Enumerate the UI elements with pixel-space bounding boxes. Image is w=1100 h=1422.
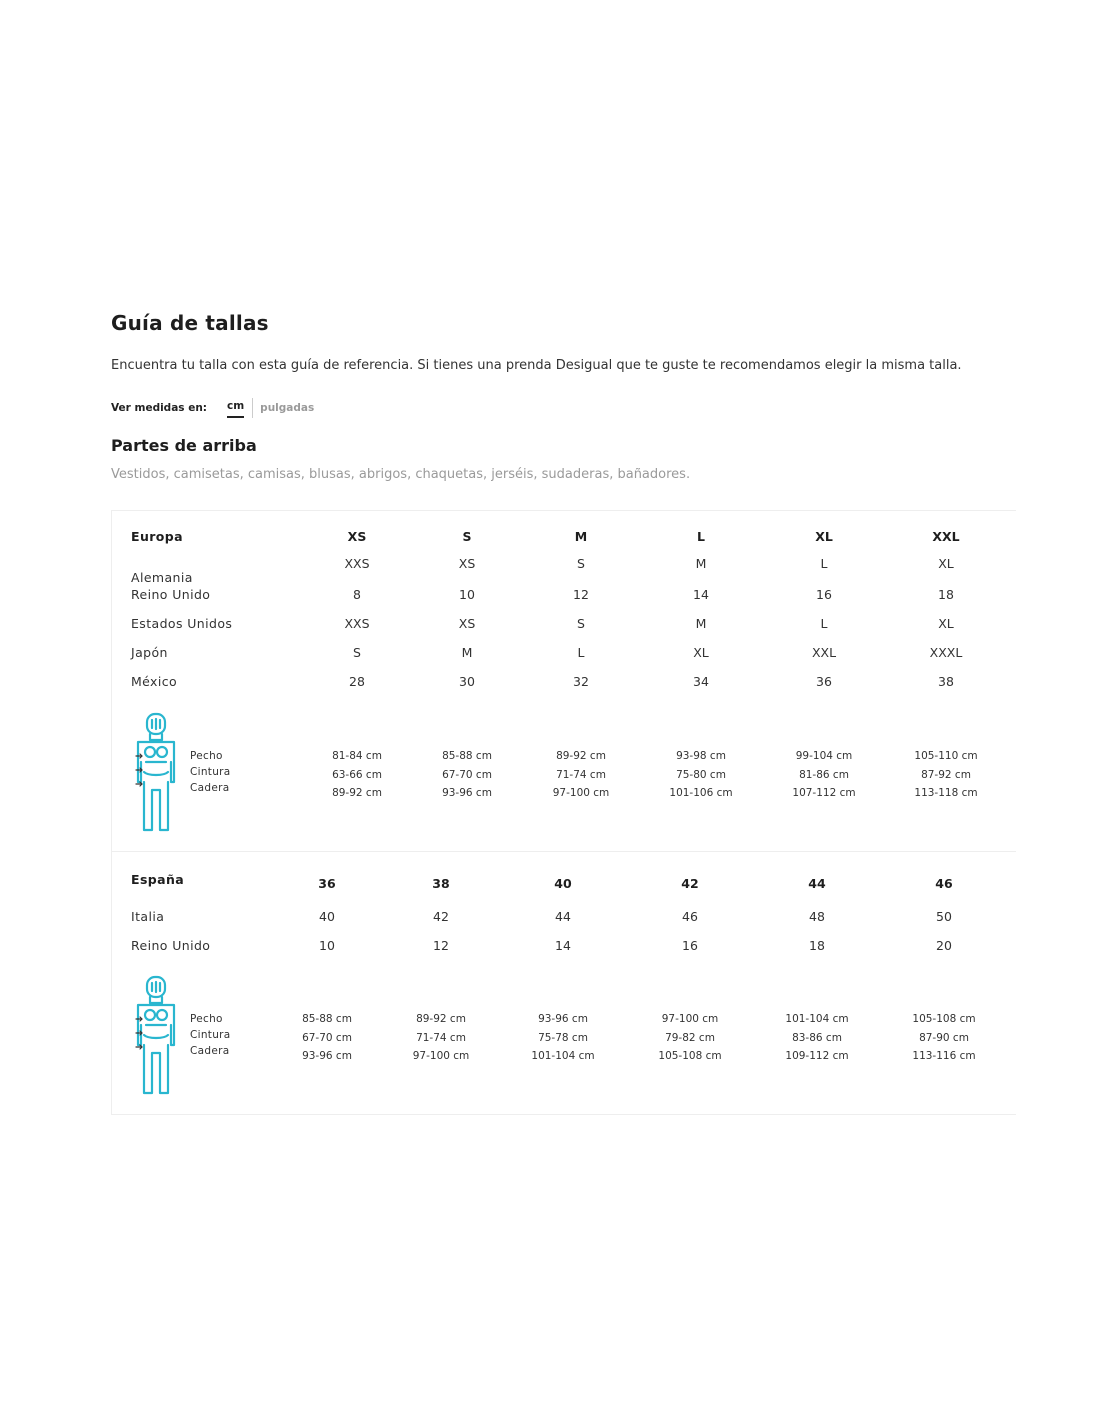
table2-waist-value: 87-90 cm xyxy=(919,1031,969,1044)
table2-chest-value: 85-88 cm xyxy=(302,1013,352,1025)
table1-row-label: Estados Unidos xyxy=(131,616,233,631)
table1-row-label: Reino Unido xyxy=(131,587,211,602)
table1-cell: 32 xyxy=(573,674,589,689)
table2-chest-value: 97-100 cm xyxy=(661,1013,719,1025)
table1-cell: XXS xyxy=(344,616,370,631)
table2-hip-value: 97-100 cm xyxy=(412,1050,470,1062)
table1-hip-value: 93-96 cm xyxy=(442,787,492,799)
table1-cell: S xyxy=(577,616,585,631)
table2-cell: 12 xyxy=(433,938,449,953)
hip-label: Cadera xyxy=(190,1045,230,1057)
table-divider xyxy=(111,851,1016,852)
table1-cell: XL xyxy=(938,616,954,631)
table2-waist-value: 75-78 cm xyxy=(538,1031,588,1044)
chest-label: Pecho xyxy=(190,750,223,762)
table2-cell: 10 xyxy=(319,938,335,953)
table1-cell: 16 xyxy=(816,587,832,602)
table2-cell: 50 xyxy=(936,909,952,924)
table2-hip-value: 113-116 cm xyxy=(912,1050,976,1062)
table2-hip-value: 109-112 cm xyxy=(785,1050,849,1062)
table1-hip-value: 89-92 cm xyxy=(332,787,382,799)
table2-row-label: Reino Unido xyxy=(131,938,211,953)
table1-cell: XXXL xyxy=(929,645,963,660)
table2-cell: 40 xyxy=(319,909,335,924)
table2-cell: 44 xyxy=(555,909,571,924)
table1-header-XL: XL xyxy=(815,529,833,544)
page-title: Guía de tallas xyxy=(111,311,269,335)
table1-chest-value: 99-104 cm xyxy=(795,750,853,762)
table1-header-S: S xyxy=(462,529,472,544)
table1-cell: 28 xyxy=(349,674,365,689)
table1-chest-value: 105-110 cm xyxy=(914,750,978,762)
table1-cell: L xyxy=(820,556,828,571)
body-measurement-figure-icon xyxy=(134,712,180,832)
table2-header-38: 38 xyxy=(432,876,450,891)
table1-hip-value: 97-100 cm xyxy=(552,787,610,799)
table2-cell: 16 xyxy=(682,938,698,953)
table2-header-42: 42 xyxy=(681,876,699,891)
table1-header-M: M xyxy=(574,529,588,544)
table1-hip-value: 113-118 cm xyxy=(914,787,978,799)
table1-cell: XL xyxy=(938,556,954,571)
table1-cell: S xyxy=(353,645,361,660)
table1-chest-value: 89-92 cm xyxy=(556,750,606,762)
table2-cell: 14 xyxy=(555,938,571,953)
table1-cell: S xyxy=(577,556,585,571)
table1-hip-value: 107-112 cm xyxy=(792,787,856,799)
table1-row-label: México xyxy=(131,674,178,689)
table2-hip-value: 93-96 cm xyxy=(302,1050,352,1062)
table1-cell: M xyxy=(695,556,707,571)
table2-waist-value: 67-70 cm xyxy=(302,1031,352,1044)
section-subtitle: Vestidos, camisetas, camisas, blusas, abrigos, chaquetas, jerséis, sudaderas, bañadores. xyxy=(111,467,691,482)
table1-header-label: Europa xyxy=(131,529,183,544)
table1-cell: M xyxy=(695,616,707,631)
chest-label: Pecho xyxy=(190,1013,223,1025)
table2-cell: 48 xyxy=(809,909,825,924)
table2-cell: 18 xyxy=(809,938,825,953)
table1-hip-value: 101-106 cm xyxy=(669,787,733,799)
table1-chest-value: 93-98 cm xyxy=(676,750,726,762)
unit-inches-tab[interactable]: pulgadas xyxy=(260,402,315,414)
section-title: Partes de arriba xyxy=(111,436,257,455)
waist-label: Cintura xyxy=(190,1029,231,1041)
table1-cell: 14 xyxy=(693,587,709,602)
table2-row-label: Italia xyxy=(131,909,165,924)
table1-waist-value: 63-66 cm xyxy=(332,768,382,781)
hip-label: Cadera xyxy=(190,782,230,794)
table2-chest-value: 101-104 cm xyxy=(785,1013,849,1025)
table2-cell: 42 xyxy=(433,909,449,924)
table1-cell: XL xyxy=(693,645,709,660)
table2-cell: 46 xyxy=(682,909,698,924)
table1-cell: XXS xyxy=(344,556,370,571)
table2-header-36: 36 xyxy=(318,876,336,891)
table1-header-XS: XS xyxy=(347,529,367,544)
table1-row-label: Alemania xyxy=(131,570,193,585)
table1-cell: L xyxy=(820,616,828,631)
table1-cell: XS xyxy=(458,616,476,631)
body-measurement-figure-icon xyxy=(134,975,180,1095)
table2-chest-value: 89-92 cm xyxy=(416,1013,466,1025)
table1-cell: M xyxy=(461,645,473,660)
table2-waist-value: 71-74 cm xyxy=(416,1031,466,1044)
waist-label: Cintura xyxy=(190,766,231,778)
table1-cell: 8 xyxy=(353,587,361,602)
table2-header-label: España xyxy=(131,872,185,887)
table1-cell: 10 xyxy=(459,587,475,602)
table1-waist-value: 71-74 cm xyxy=(556,768,606,781)
table1-cell: XXL xyxy=(811,645,837,660)
table1-waist-value: 87-92 cm xyxy=(921,768,971,781)
table1-cell: 12 xyxy=(573,587,589,602)
table2-header-46: 46 xyxy=(935,876,953,891)
table1-cell: L xyxy=(577,645,585,660)
table1-header-XXL: XXL xyxy=(932,529,960,544)
unit-divider xyxy=(252,398,253,418)
table1-cell: 36 xyxy=(816,674,832,689)
table1-waist-value: 67-70 cm xyxy=(442,768,492,781)
table1-chest-value: 85-88 cm xyxy=(442,750,492,762)
table1-cell: 38 xyxy=(938,674,954,689)
table1-cell: 34 xyxy=(693,674,709,689)
unit-switcher xyxy=(111,398,314,418)
table2-waist-value: 83-86 cm xyxy=(792,1031,842,1044)
units-label: Ver medidas en: xyxy=(111,402,207,414)
table1-cell: 30 xyxy=(459,674,475,689)
table2-cell: 20 xyxy=(936,938,952,953)
table2-header-40: 40 xyxy=(554,876,572,891)
table1-header-L: L xyxy=(697,529,705,544)
table1-waist-value: 81-86 cm xyxy=(799,768,849,781)
table1-chest-value: 81-84 cm xyxy=(332,750,382,762)
table2-chest-value: 105-108 cm xyxy=(912,1013,976,1025)
table1-cell: 18 xyxy=(938,587,954,602)
table1-cell: XS xyxy=(458,556,476,571)
table2-hip-value: 101-104 cm xyxy=(531,1050,595,1062)
table2-header-44: 44 xyxy=(808,876,826,891)
table2-waist-value: 79-82 cm xyxy=(665,1031,715,1044)
intro-text: Encuentra tu talla con esta guía de referencia. Si tienes una prenda Desigual que te guste te recomendamos elegir la misma talla. xyxy=(111,358,962,373)
table1-row-label: Japón xyxy=(131,645,168,660)
unit-cm-tab[interactable]: cm xyxy=(227,398,244,418)
table1-waist-value: 75-80 cm xyxy=(676,768,726,781)
table2-chest-value: 93-96 cm xyxy=(538,1013,588,1025)
table2-hip-value: 105-108 cm xyxy=(658,1050,722,1062)
